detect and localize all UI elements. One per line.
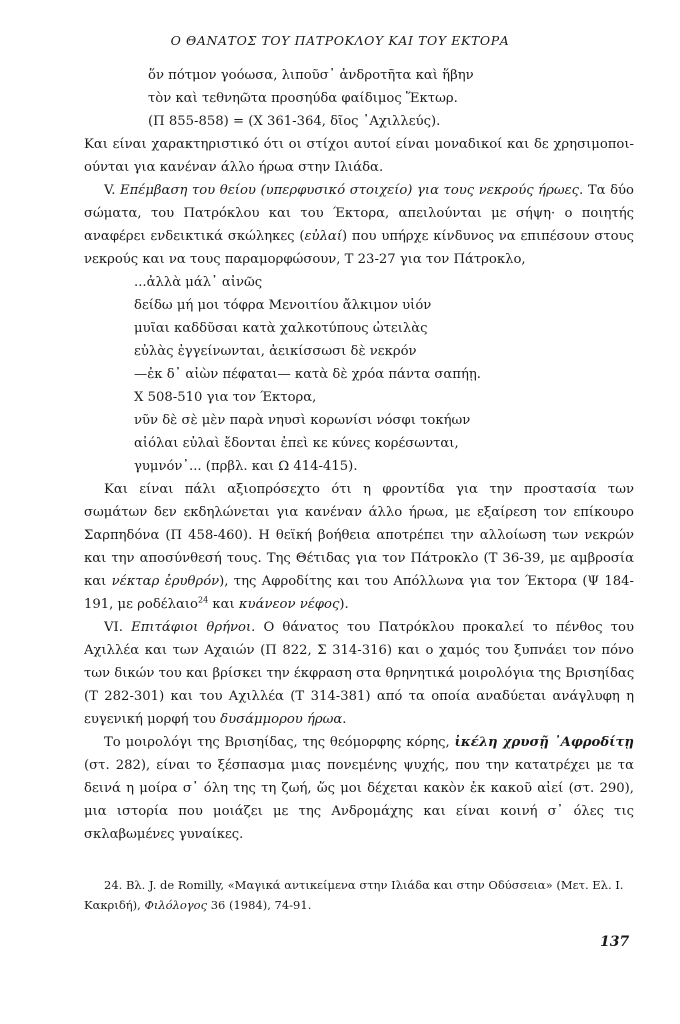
paragraph-line [84, 616, 634, 639]
paragraph-line: νεκρούς και να τους παραμορφώσουν, Τ 23-27 για τον Πάτροκλο, [84, 252, 526, 267]
paragraph-line: (στ. 282), είναι το ξέσπασμα μιας πονεμένης ψυχής, που την κατατρέχει με τα [84, 758, 634, 773]
quote-line: αἰόλαι εὐλαὶ ἔδονται ἐπεὶ κε κύνες κορέσωνται, [134, 436, 459, 451]
text-span: 191, με ροδέλαιο [84, 597, 198, 612]
paragraph-line: και την αποσύνθεσή τους. Της Θέτιδας για τον Πάτροκλο (Τ 36-39, με αμβροσία [84, 551, 634, 566]
text-span: αναφέρει ενδεικτικά σκώληκες ( [84, 229, 305, 244]
paragraph-line: σκλαβωμένες γυναίκες. [84, 827, 244, 842]
paragraph-line: Και είναι πάλι αξιοπρόσεχτο ότι η φροντίδα για την προστασία των [104, 482, 634, 497]
paragraph-line [84, 708, 634, 731]
section-number: V. [104, 183, 120, 198]
italic-term: δυσάμμορου ήρωα [220, 712, 343, 727]
italic-term: νέκταρ ἐρυθρόν [111, 574, 220, 589]
paragraph-line: (Τ 282-301) και του Αχιλλέα (Τ 314-381) από τα οποία αναδύεται ανάγλυφη η [84, 689, 634, 704]
quote-line: εὐλὰς ἐγγείνωνται, ἀεικίσσωσι δὲ νεκρόν [134, 344, 417, 359]
paragraph-line: δεινά η μοίρα σ᾽ όλη της τη ζωή, ὥς μοι δέχεται κακὸν ἐκ κακοῦ αἰεί (στ. 290), [84, 781, 634, 796]
quote-line: —ἐκ δ᾽ αἰὼν πέφαται— κατὰ δὲ χρόα πάντα σαπήῃ. [134, 367, 481, 382]
quote-line: τὸν καὶ τεθνηῶτα προσηύδα φαίδιμος Ἕκτωρ. [148, 91, 458, 106]
journal-title: Φιλόλογος [144, 898, 208, 912]
text-span: Κακριδή), [84, 898, 145, 912]
paragraph-line [84, 731, 634, 754]
quote-line: Χ 508-510 για τον Έκτορα, [134, 390, 317, 405]
quote-line: μυῖαι καδδῦσαι κατὰ χαλκοτύπους ὠτειλὰς [134, 321, 428, 336]
footnote [84, 875, 640, 915]
section-heading: Επέμβαση του θείου (υπερφυσικό στοιχείο) για τους νεκρούς ήρωες. [119, 183, 584, 198]
running-header: Ο ΘΑΝΑΤΟΣ ΤΟΥ ΠΑΤΡΟΚΛΟΥ ΚΑΙ ΤΟΥ ΕΚΤΟΡΑ [170, 33, 510, 48]
italic-term: κυάνεον νέφος [238, 597, 340, 612]
paragraph-line [84, 570, 634, 593]
text-span: . [342, 712, 347, 727]
paragraph-line [84, 225, 634, 248]
section-heading: Επιτάφιοι θρήνοι. [131, 620, 256, 635]
quote-line: ὅν πότμον γοόωσα, λιποῦσ᾽ ἀνδροτῆτα καὶ ἥβην [148, 68, 474, 83]
body-text [84, 64, 634, 846]
quote-line: δείδω μή μοι τόφρα Μενοιτίου ἄλκιμον υἱόν [134, 298, 432, 313]
text-span: ). [339, 597, 349, 612]
text-span: και [84, 574, 112, 589]
paragraph-line [84, 593, 634, 616]
italic-term: εὐλαί [304, 229, 343, 244]
quote-line: ...ἀλλὰ μάλ᾽ αἰνῶς [134, 275, 263, 290]
paragraph-line: ούνται για κανέναν άλλο ήρωα στην Ιλιάδα. [84, 160, 384, 175]
quote-line: νῦν δὲ σὲ μὲν παρὰ νηυσὶ κορωνίσι νόσφι τοκήων [134, 413, 471, 428]
text-span: ), της Αφροδίτης και του Απόλλωνα για τον Έκτορα (Ψ 184- [219, 574, 635, 589]
paragraph-line: Σαρπηδόνα (Π 458-460). Η θεϊκή βοήθεια αποτρέπει την αλλοίωση των νεκρών [84, 528, 634, 543]
text-span: 36 (1984), 74-91. [207, 898, 312, 912]
footnote-ref[interactable]: 24 [198, 595, 209, 605]
text-span: Ο θάνατος του Πατρόκλου προκαλεί το πένθος του [255, 620, 635, 635]
paragraph-line: μια ιστορία που μοιάζει με της Ανδρομάχης και είναι κοινή σ᾽ όλες τις [84, 804, 634, 819]
section-number: VI. [104, 620, 132, 635]
text-span: Τα δύο [583, 183, 634, 198]
quote-line: γυμνόν᾽... (πρβλ. και Ω 414-415). [134, 459, 358, 474]
text-span: ) που υπήρχε κίνδυνος να επιπέσουν στους [342, 229, 635, 244]
paragraph-line: Και είναι χαρακτηριστικό ότι οι στίχοι αυτοί είναι μοναδικοί και δε χρησιμοποι- [84, 137, 634, 152]
footnote-line: 24. Βλ. J. de Romilly, «Μαγικά αντικείμενα στην Ιλιάδα και στην Οδύσσεια» (Μετ. Ελ. Ι. [104, 878, 624, 892]
text-span: Το μοιρολόγι της Βρισηίδας, της θεόμορφης κόρης, [104, 735, 455, 750]
paragraph-line: σωμάτων δεν εκδηλώνεται για κανέναν άλλο ήρωα, με εξαίρεση τον επίκουρο [84, 505, 634, 520]
paragraph-line: σώματα, του Πατρόκλου και του Έκτορα, απειλούνται με σήψη· ο ποιητής [84, 206, 634, 221]
italic-term: ἰκέλη χρυσῇ ᾽Αφροδίτῃ [454, 735, 634, 750]
quote-line: (Π 855-858) = (Χ 361-364, δῖος ᾽Αχιλλεύς). [148, 114, 441, 129]
paragraph-line [84, 179, 634, 202]
paragraph-line: Αχιλλέα και των Αχαιών (Π 822, Σ 314-316) και ο χαμός του ξυπνάει τον πόνο [84, 643, 634, 658]
text-span: ευγενική μορφή του [84, 712, 221, 727]
page-number: 137 [600, 934, 630, 950]
footnote-line [84, 895, 640, 915]
paragraph-line: των δικών του και βρίσκει την έκφραση στα θρηνητικά μοιρολόγια της Βρισηίδας [84, 666, 635, 681]
text-span: και [208, 597, 239, 612]
